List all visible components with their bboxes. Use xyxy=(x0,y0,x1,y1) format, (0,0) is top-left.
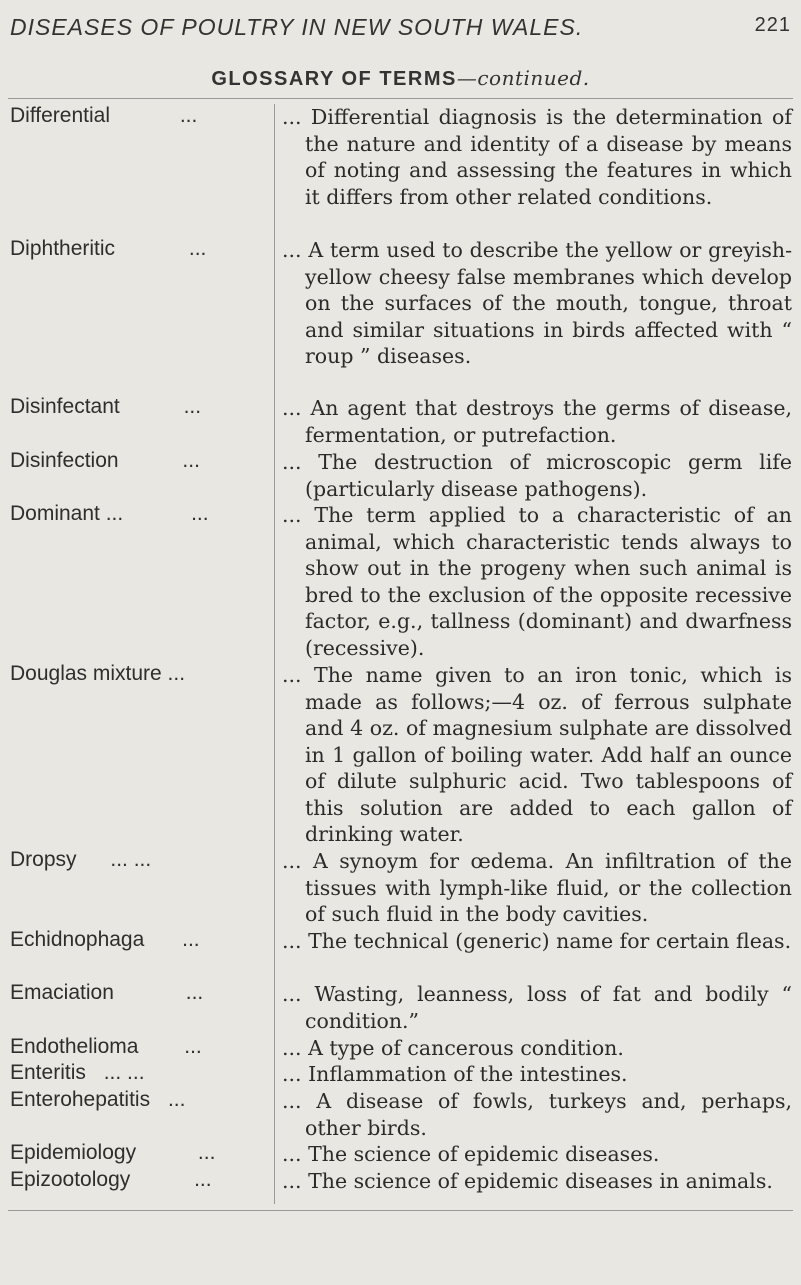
entry-definition: ... The technical (generic) name for certain fleas. xyxy=(282,929,792,953)
entry-definition: ... A type of cancerous condition. xyxy=(282,1036,624,1060)
entry-definition: ... The science of epidemic diseases in animals. xyxy=(282,1169,773,1193)
entry-term: Disinfection ... xyxy=(10,449,200,472)
entry-definition: ... The destruction of microscopic germ life (particularly disease pathogens). xyxy=(282,450,792,501)
page-number: 221 xyxy=(754,14,791,36)
entry-term: Diphtheritic ... xyxy=(10,237,207,260)
entry-definition: ... An agent that destroys the germs of disease, fermentation, or putrefaction. xyxy=(282,396,792,447)
entry-term: Douglas mixture ... xyxy=(10,662,186,685)
entry-term: Differential ... xyxy=(10,104,198,127)
heading-continued: —continued. xyxy=(456,66,590,90)
entry-term: Enterohepatitis ... xyxy=(10,1088,186,1111)
entry-term: Epidemiology ... xyxy=(10,1141,216,1164)
entry-term: Endothelioma ... xyxy=(10,1035,202,1058)
bottom-rule xyxy=(8,1210,793,1211)
entry-definition: ... The term applied to a characteristic of an animal, which characteristic tends always to show out in the progeny when such animal is bred to the exclusion of the opposite recessive factor, e.g., tallness (dominant) and dwarfness (recessive). xyxy=(282,503,792,660)
entry-term: Emaciation ... xyxy=(10,981,204,1004)
entry-term: Echidnophaga ... xyxy=(10,928,200,951)
entry-term: Dominant ... ... xyxy=(10,502,209,525)
entry-definition: ... Inflammation of the intestines. xyxy=(282,1062,628,1086)
entry-definition: ... A synoym for œdema. An infiltration of the tissues with lymph-like fluid, or the collection of such fluid in the body cavities. xyxy=(282,849,792,926)
entry-term: Enteritis ... ... xyxy=(10,1061,145,1084)
entry-definition: ... The name given to an iron tonic, which is made as follows;—4 oz. of ferrous sulphate and 4 oz. of magnesium sulphate are dissolved in 1 gallon of boiling water. Add half an ounce of dilute sulphuric acid. Two tablespoons of this solution are added to each gallon of drinking water. xyxy=(282,663,792,846)
entry-definition: ... A disease of fowls, turkeys and, perhaps, other birds. xyxy=(282,1089,792,1140)
entry-term: Epizootology ... xyxy=(10,1168,212,1191)
running-title: DISEASES OF POULTRY IN NEW SOUTH WALES. xyxy=(10,14,584,40)
entry-definition: ... Wasting, leanness, loss of fat and bodily “ condition.” xyxy=(282,982,792,1033)
heading-text: GLOSSARY OF TERMS xyxy=(211,68,457,90)
entry-term: Dropsy ... ... xyxy=(10,848,152,871)
entry-term: Disinfectant ... xyxy=(10,395,202,418)
entry-definition: ... Differential diagnosis is the determination of the nature and identity of a disease by means of noting and assessing the features in which it differs from other related conditions. xyxy=(282,105,792,209)
entry-definition: ... A term used to describe the yellow or greyish-yellow cheesy false membranes which develop on the surfaces of the mouth, tongue, throat and similar situations in birds affected with “ roup ” diseases. xyxy=(282,238,792,368)
entry-definition: ... The science of epidemic diseases. xyxy=(282,1142,660,1166)
